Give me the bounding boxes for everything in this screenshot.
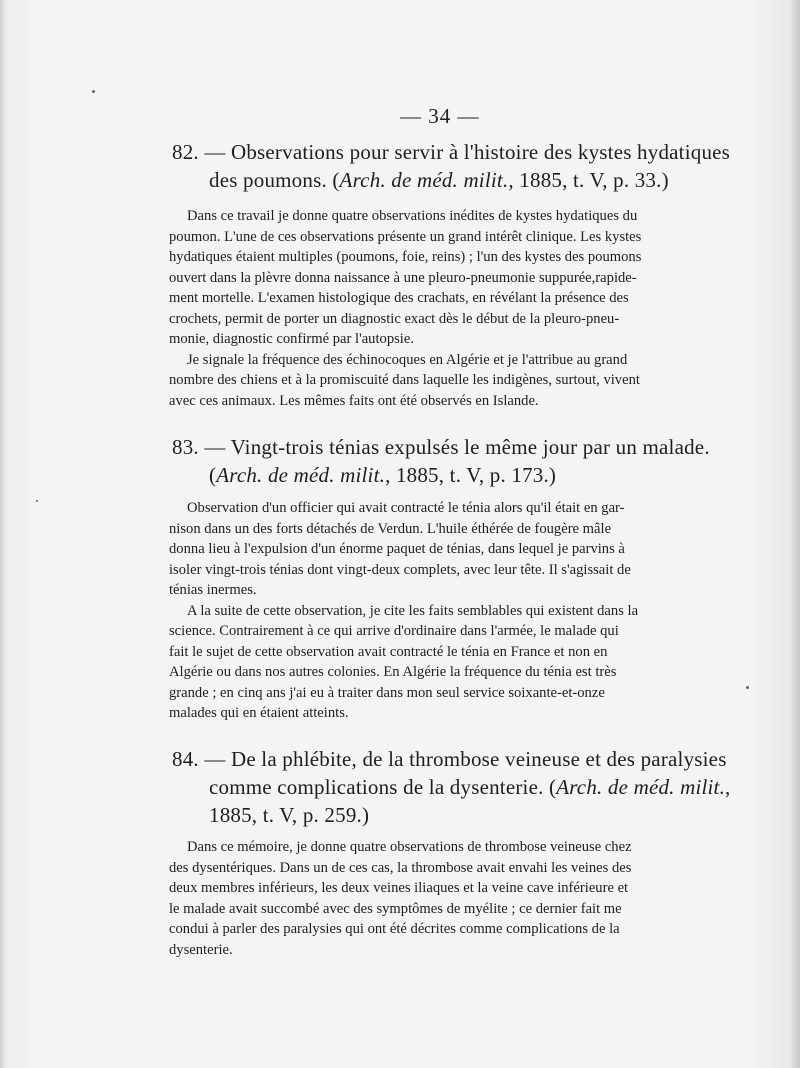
title-text: — Observations pour servir à l'histoire des kystes hydatiques <box>204 140 731 164</box>
title-text: , 1885, t. V, p. 33.) <box>508 168 669 192</box>
text-line: dysenterie. <box>169 941 233 958</box>
text-line: avec ces animaux. Les mêmes faits ont été observés en Islande. <box>169 392 539 409</box>
text-line: A la suite de cette observation, je cite les faits semblables qui existent dans la <box>187 602 639 619</box>
text-line: nison dans un des forts détachés de Verdun. L'huile éthérée de fougère mâle <box>169 520 612 537</box>
entry-82-body <box>169 206 729 411</box>
text-line: crochets, permit de porter un diagnostic exact dès le début de la pleuro-pneu- <box>169 310 620 327</box>
entry-82-title-line-1 <box>172 138 757 166</box>
text-line: Je signale la fréquence des échinocoques en Algérie et je l'attribue au grand <box>187 351 628 368</box>
scan-speck <box>36 500 38 502</box>
scan-speck <box>746 686 749 689</box>
entry-number: 83. <box>172 435 199 459</box>
title-text: — De la phlébite, de la thrombose veineuse et des paralysies <box>204 747 727 771</box>
text-line: des dysentériques. Dans un de ces cas, la thrombose avait envahi les veines des <box>169 859 632 876</box>
entry-84-title-line-3 <box>172 801 757 829</box>
entry-83-title-line-1 <box>172 433 757 461</box>
page-left-shadow <box>0 0 6 1068</box>
entry-84-title-line-2 <box>172 773 757 801</box>
text-line: poumon. L'une de ces observations présente un grand intérêt clinique. Les kystes <box>169 228 642 245</box>
text-line: Observation d'un officier qui avait contracté le ténia alors qu'il était en gar- <box>187 500 625 516</box>
title-text: comme complications de la dysenterie. ( <box>209 775 557 799</box>
text-line: Dans ce mémoire, je donne quatre observations de thrombose veineuse chez <box>187 839 632 855</box>
entry-number: 84. <box>172 747 199 771</box>
text-line: grande ; en cinq ans j'ai eu à traiter dans mon seul service soixante-et-onze <box>169 684 605 701</box>
scan-speck <box>92 90 95 93</box>
title-text: — Vingt-trois ténias expulsés le même jour par un malade. <box>204 435 710 459</box>
journal-reference: Arch. de méd. milit. <box>556 775 726 799</box>
text-line: fait le sujet de cette observation avait contracté le ténia en France et non en <box>169 643 608 660</box>
entry-84-title <box>172 745 757 829</box>
text-line: deux membres inférieurs, les deux veines iliaques et la veine cave inférieure et <box>169 880 629 896</box>
text-line: ouvert dans la plèvre donna naissance à une pleuro-pneumonie suppurée,rapide- <box>169 269 637 286</box>
journal-reference: Arch. de méd. milit. <box>216 463 386 487</box>
text-line: nombre des chiens et à la promiscuité dans laquelle les indigènes, surtout, vivent <box>169 372 640 388</box>
text-line: ment mortelle. L'examen histologique des crachats, en révélant la présence des <box>169 290 629 306</box>
text-line: le malade avait succombé avec des symptômes de myélite ; ce dernier fait me <box>169 900 622 917</box>
text-line: malades qui en étaient atteints. <box>169 705 349 721</box>
entry-84-body <box>169 837 729 960</box>
title-text: des poumons. ( <box>209 168 340 192</box>
text-line: science. Contrairement à ce qui arrive d'ordinaire dans l'armée, le malade qui <box>169 623 619 639</box>
text-line: Dans ce travail je donne quatre observations inédites de kystes hydatiques du <box>187 208 638 224</box>
entry-82-title-line-2 <box>172 166 757 194</box>
entry-83-title <box>172 433 757 489</box>
text-line: donna lieu à l'expulsion d'un énorme paquet de ténias, dans lequel je parvins à <box>169 541 625 557</box>
text-line: Algérie ou dans nos autres colonies. En Algérie la fréquence du ténia est très <box>169 664 617 680</box>
entry-84-title-line-1 <box>172 745 757 773</box>
title-text: , 1885, t. V, p. 173.) <box>385 463 557 487</box>
entry-number: 82. <box>172 140 199 164</box>
journal-reference: Arch. de méd. milit. <box>339 168 509 192</box>
entry-82-title <box>172 138 757 194</box>
text-line: hydatiques étaient multiples (poumons, foie, reins) ; l'un des kystes des poumons <box>169 249 642 265</box>
text-line: isoler vingt-trois ténias dont vingt-deux complets, avec leur tête. Il s'agissait de <box>169 561 631 578</box>
title-text: 1885, t. V, p. 259.) <box>209 803 370 827</box>
entry-83-body <box>169 498 729 724</box>
title-text: , <box>725 775 731 799</box>
page-right-shadow <box>790 0 800 1068</box>
text-line: ténias inermes. <box>169 582 257 598</box>
entry-83-title-line-2 <box>172 461 757 489</box>
text-line: condui à parler des paralysies qui ont été décrites comme complications de la <box>169 921 620 937</box>
text-line: monie, diagnostic confirmé par l'autopsie. <box>169 331 414 347</box>
title-text: ( <box>209 463 217 487</box>
page-number: — 34 — <box>400 104 480 128</box>
